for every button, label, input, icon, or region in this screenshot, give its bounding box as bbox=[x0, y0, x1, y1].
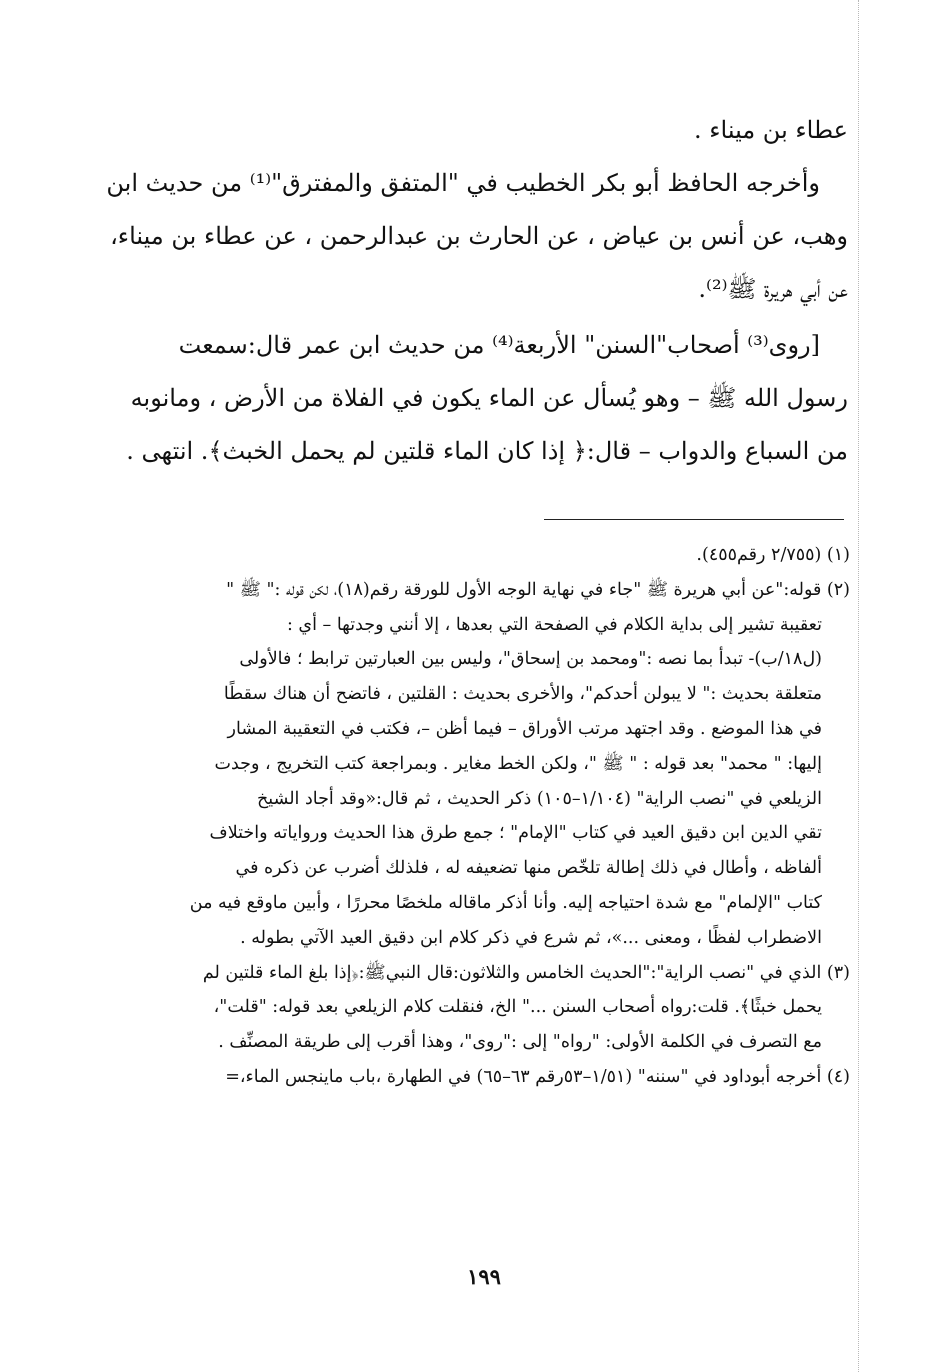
footnote-line: تقي الدين ابن دقيق العيد في كتاب "الإمام" ؛ جمع طرق هذا الحديث ورواياته واختلاف bbox=[209, 823, 822, 844]
footnote-line: إليها: " محمد" بعد قوله : " ﷺ "، ولكن الخط مغاير . وبمراجعة كتب التخريج ، وجدت bbox=[214, 753, 822, 774]
footnote-separator bbox=[544, 519, 844, 520]
main-text-line: عن أبي هريرة ﷺ⁽²⁾. bbox=[698, 275, 848, 303]
footnote-line: متعلقة بحديث :" لا يبولن أحدكم"، والأخرى بحديث : القلتين ، فاتضح أن هناك سقطًا bbox=[223, 684, 822, 705]
page-edge-dotted-line bbox=[858, 0, 859, 1372]
footnote-line: (٤) أخرجه أبوداود في "سننه" (١/٥١–٥٣رقم ٦٣–٦٥) في الطهارة ،باب ماينجس الماء،= bbox=[225, 1066, 850, 1087]
footnote-line: (١) (٢/٧٥٥ رقم٤٥٥). bbox=[696, 545, 850, 565]
footnote-line: (٢) قوله:"عن أبي هريرة ﷺ "جاء في نهاية الوجه الأول للورقة رقم(١٨)، لكن قوله :" ﷺ " bbox=[226, 579, 850, 600]
footnotes-block bbox=[120, 538, 850, 1095]
footnote-line: في هذا الموضع . وقد اجتهد مرتب الأوراق – فيما أظن –، فكتب في التعقيبة المشار bbox=[227, 718, 822, 739]
footnote-line: تعقيبة تشير إلى بداية الكلام في الصفحة التي بعدها ، إلا أنني وجدتها – أي : bbox=[286, 614, 822, 635]
main-text-line: وأخرجه الحافظ أبو بكر الخطيب في "المتفق والمفترق"⁽¹⁾ من حديث ابن bbox=[106, 169, 820, 197]
footnote-line: يحمل خبثًا﴾. قلت:رواه أصحاب السنن ..." الخ، فنقلت كلام الزيلعي بعد قوله: "قلت"، bbox=[213, 997, 822, 1018]
page-number: ١٩٩ bbox=[467, 1264, 501, 1289]
main-text-line: عطاء بن ميناء . bbox=[693, 116, 848, 144]
footnote-line: الاضطراب لفظًا ، ومعنى ...»، ثم شرع في ذكر كلام ابن دقيق العيد الآتي بطوله . bbox=[240, 927, 822, 948]
footnote-line: (٣) الذي في "نصب الراية":"الحديث الخامس والثلاثون:قال النبيﷺ:﴿إذا بلغ الماء قلتين لم bbox=[202, 962, 850, 983]
main-text-line: وهب، عن أنس بن عياض ، عن الحارث بن عبدالرحمن ، عن عطاء بن ميناء، bbox=[110, 222, 848, 250]
footnote-line: مع التصرف في الكلمة الأولى: "رواه" إلى :"روى"، وهذا أقرب إلى طريقة المصنِّف . bbox=[218, 1032, 822, 1053]
footnote-line: ألفاظه ، وأطال في ذلك إطالة تلخّص منها تضعيفه له ، فلذلك أضرب عن ذكره في bbox=[235, 858, 822, 879]
main-text-line: من السباع والدواب – قال:﴿ إذا كان الماء قلتين لم يحمل الخبث﴾. انتهى . bbox=[126, 437, 848, 465]
footnote-line: الزيلعي في "نصب الراية" (١/١٠٤–١٠٥) ذكر الحديث ، ثم قال:«وقد أجاد الشيخ bbox=[257, 788, 822, 809]
footnote-line: (ل١٨/ب)- تبدأ بما نصه :"ومحمد بن إسحاق"، وليس بين العبارتين ترابط ؛ فالأولى bbox=[239, 649, 822, 670]
main-text-line: رسول الله ﷺ – وهو يُسأل عن الماء يكون في الفلاة من الأرض ، ومانوبه bbox=[130, 384, 848, 412]
main-text-block bbox=[106, 104, 848, 478]
footnote-line: كتاب "الإلمام" مع شدة احتياجه إليه. وأنا أذكر ماقاله ملخصًا محررًا ، وأبين ماوقع فيه من bbox=[189, 892, 822, 913]
main-text-line: [روى⁽³⁾ أصحاب"السنن" الأربعة⁽⁴⁾ من حديث ابن عمر قال:سمعت bbox=[178, 331, 820, 359]
